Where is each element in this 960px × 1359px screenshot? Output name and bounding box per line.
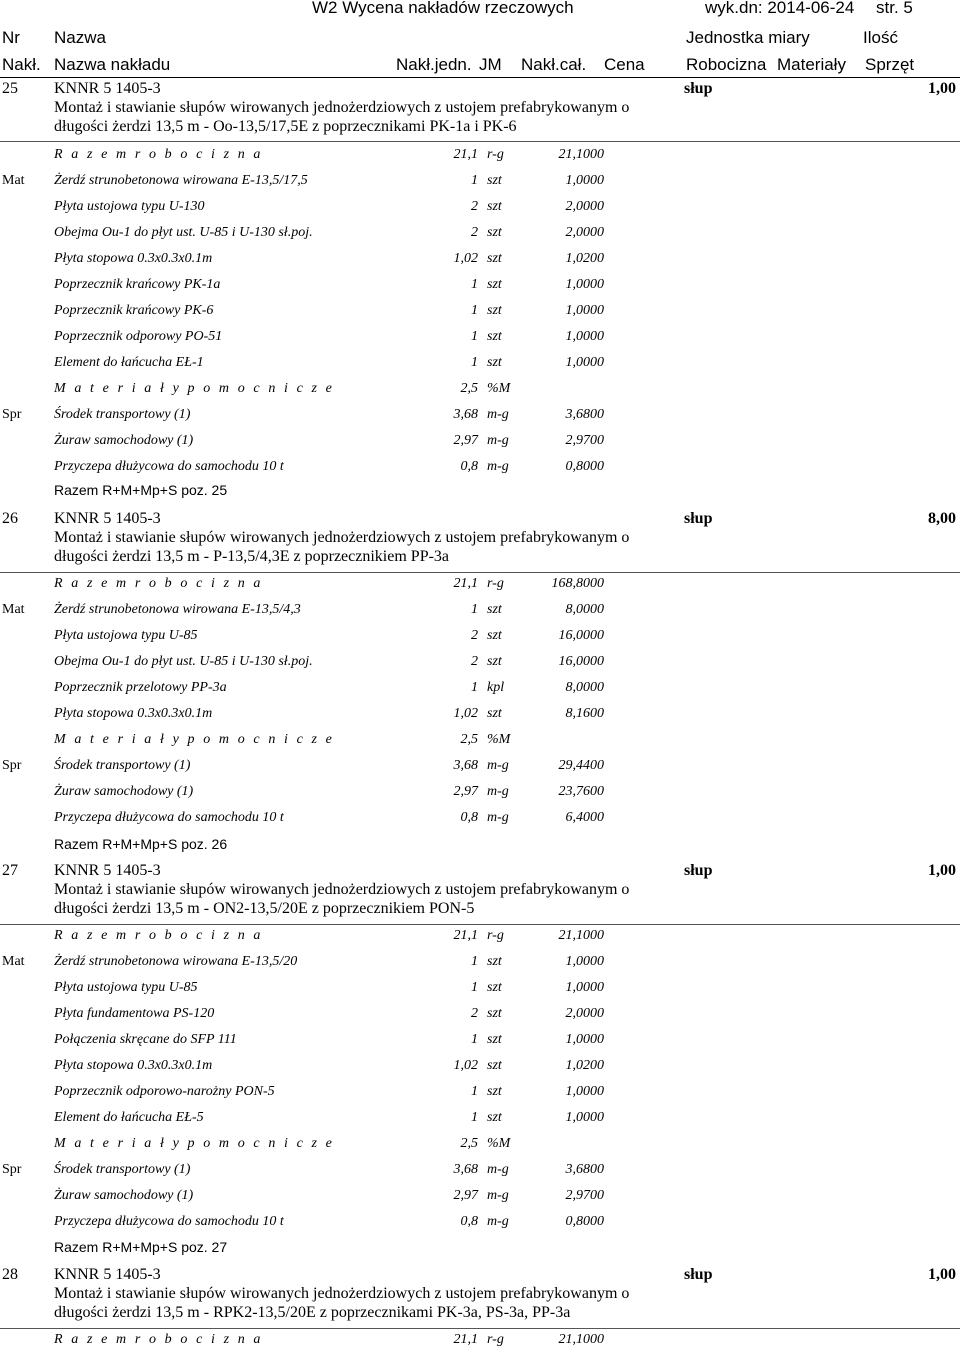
resource-jm: szt — [487, 199, 502, 214]
resource-jm: szt — [487, 251, 502, 266]
col-materials: Materiały — [777, 55, 846, 74]
position-quantity: 1,00 — [928, 80, 956, 97]
col-unit-norm: Nakł.jedn. — [396, 55, 472, 74]
resource-unit-norm: 2 — [471, 199, 478, 214]
resource-unit-norm: 21,1 — [453, 576, 478, 591]
col-nakl: Nakł. — [2, 55, 41, 74]
resource-name: Obejma Ou-1 do płyt ust. U-85 i U-130 sł.poj. — [54, 225, 313, 240]
resource-total-norm: 16,0000 — [558, 654, 604, 669]
resource-total-norm: 2,0000 — [565, 199, 604, 214]
resource-total-norm: 2,0000 — [565, 1006, 604, 1021]
position-separator — [0, 141, 960, 142]
resource-jm: szt — [487, 303, 502, 318]
resource-total-norm: 3,6800 — [565, 407, 604, 422]
position-description: długości żerdzi 13,5 m - P-13,5/4,3E z poprzecznikiem PP-3a — [54, 548, 450, 565]
resource-total-norm: 21,1000 — [558, 147, 604, 162]
position-code: KNNR 5 1405-3 — [54, 510, 161, 527]
resource-total-norm: 1,0000 — [565, 329, 604, 344]
col-unit: Jednostka miary — [686, 28, 810, 47]
resource-unit-norm: 2 — [471, 225, 478, 240]
resource-group-label: Spr — [2, 1162, 22, 1177]
resource-unit-norm: 1 — [471, 303, 478, 318]
resource-total-norm: 6,4000 — [565, 810, 604, 825]
position-summary: Razem R+M+Mp+S poz. 25 — [54, 482, 228, 498]
resource-unit-norm: 1,02 — [453, 1058, 478, 1073]
resource-name: Płyta stopowa 0.3x0.3x0.1m — [54, 251, 213, 266]
report-date: wyk.dn: 2014-06-24 — [705, 0, 855, 17]
resource-unit-norm: 0,8 — [460, 1214, 478, 1229]
position-description: długości żerdzi 13,5 m - Oo-13,5/17,5E z poprzecznikami PK-1a i PK-6 — [54, 118, 517, 135]
resource-jm: szt — [487, 1110, 502, 1125]
position-summary: Razem R+M+Mp+S poz. 26 — [54, 836, 228, 852]
resource-jm: %M — [487, 381, 511, 396]
resource-name: Poprzecznik przelotowy PP-3a — [54, 680, 227, 695]
position-quantity: 1,00 — [928, 1266, 956, 1283]
position-number: 26 — [2, 510, 18, 527]
resource-jm: szt — [487, 706, 502, 721]
resource-jm: m-g — [487, 758, 509, 773]
resource-unit-norm: 2,5 — [460, 732, 478, 747]
page-number: str. 5 — [876, 0, 913, 17]
resource-unit-norm: 2 — [471, 628, 478, 643]
position-summary: Razem R+M+Mp+S poz. 27 — [54, 1239, 228, 1255]
position-description: Montaż i stawianie słupów wirowanych jednożerdziowych z ustojem prefabrykowanym o — [54, 99, 630, 116]
resource-total-norm: 1,0200 — [565, 251, 604, 266]
position-quantity: 8,00 — [928, 510, 956, 527]
position-description: Montaż i stawianie słupów wirowanych jednożerdziowych z ustojem prefabrykowanym o — [54, 529, 630, 546]
resource-group-label: Mat — [2, 954, 25, 969]
resource-jm: r-g — [487, 928, 504, 943]
position-description: Montaż i stawianie słupów wirowanych jednożerdziowych z ustojem prefabrykowanym o — [54, 881, 630, 898]
resource-name: Żuraw samochodowy (1) — [54, 433, 194, 448]
resource-total-norm: 29,4400 — [558, 758, 604, 773]
resource-name: Płyta ustojowa typu U-130 — [54, 199, 205, 214]
resource-name: Płyta stopowa 0.3x0.3x0.1m — [54, 1058, 213, 1073]
resource-name: Obejma Ou-1 do płyt ust. U-85 i U-130 sł.poj. — [54, 654, 313, 669]
resource-name: Element do łańcucha EŁ-1 — [54, 355, 204, 370]
resource-unit-norm: 2 — [471, 1006, 478, 1021]
resource-total-norm: 1,0000 — [565, 1110, 604, 1125]
resource-jm: r-g — [487, 576, 504, 591]
col-name: Nazwa — [54, 28, 106, 47]
resource-total-norm: 2,0000 — [565, 225, 604, 240]
resource-total-norm: 8,0000 — [565, 602, 604, 617]
resource-name: Poprzecznik krańcowy PK-1a — [54, 277, 221, 292]
col-nr: Nr — [2, 28, 20, 47]
position-number: 27 — [2, 862, 18, 879]
col-price: Cena — [604, 55, 645, 74]
resource-name: Przyczepa dłużycowa do samochodu 10 t — [54, 459, 284, 474]
resource-unit-norm: 21,1 — [453, 928, 478, 943]
resource-unit-norm: 1 — [471, 954, 478, 969]
position-separator — [0, 924, 960, 925]
resource-unit-norm: 1 — [471, 680, 478, 695]
resource-jm: szt — [487, 628, 502, 643]
position-description: Montaż i stawianie słupów wirowanych jednożerdziowych z ustojem prefabrykowanym o — [54, 1285, 630, 1302]
resource-name: Połączenia skręcane do SFP 111 — [54, 1032, 237, 1047]
resource-total-norm: 1,0000 — [565, 980, 604, 995]
position-unit: słup — [684, 510, 713, 527]
position-code: KNNR 5 1405-3 — [54, 80, 161, 97]
resource-total-norm: 2,9700 — [565, 433, 604, 448]
resource-total-norm: 21,1000 — [558, 928, 604, 943]
resource-jm: szt — [487, 355, 502, 370]
position-separator — [0, 572, 960, 573]
subtotal-label: R a z e m r o b o c i z n a — [54, 576, 264, 591]
resource-unit-norm: 1 — [471, 1084, 478, 1099]
resource-unit-norm: 2,5 — [460, 381, 478, 396]
resource-jm: %M — [487, 1136, 511, 1151]
resource-jm: m-g — [487, 433, 509, 448]
resource-total-norm: 8,1600 — [565, 706, 604, 721]
resource-total-norm: 16,0000 — [558, 628, 604, 643]
resource-total-norm: 1,0200 — [565, 1058, 604, 1073]
resource-unit-norm: 1 — [471, 277, 478, 292]
resource-total-norm: 1,0000 — [565, 1032, 604, 1047]
resource-group-label: Mat — [2, 173, 25, 188]
resource-jm: m-g — [487, 810, 509, 825]
resource-unit-norm: 1,02 — [453, 706, 478, 721]
subtotal-label: R a z e m r o b o c i z n a — [54, 928, 264, 943]
resource-name: Żuraw samochodowy (1) — [54, 784, 194, 799]
resource-jm: m-g — [487, 1188, 509, 1203]
position-unit: słup — [684, 862, 713, 879]
resource-unit-norm: 1 — [471, 980, 478, 995]
resource-unit-norm: 21,1 — [453, 1332, 478, 1347]
resource-jm: m-g — [487, 407, 509, 422]
resource-total-norm: 21,1000 — [558, 1332, 604, 1347]
resource-name: Przyczepa dłużycowa do samochodu 10 t — [54, 810, 284, 825]
resource-unit-norm: 3,68 — [453, 1162, 478, 1177]
position-separator — [0, 1328, 960, 1329]
resource-name: Środek transportowy (1) — [54, 758, 191, 773]
col-jm: JM — [479, 55, 502, 74]
resource-name: Żerdź strunobetonowa wirowana E-13,5/20 — [54, 954, 298, 969]
resource-jm: kpl — [487, 680, 505, 695]
resource-unit-norm: 1 — [471, 355, 478, 370]
resource-total-norm: 1,0000 — [565, 954, 604, 969]
resource-unit-norm: 0,8 — [460, 459, 478, 474]
resource-name: Żerdź strunobetonowa wirowana E-13,5/17,5 — [54, 173, 308, 188]
header-rule — [0, 77, 960, 78]
resource-name: Płyta fundamentowa PS-120 — [54, 1006, 215, 1021]
resource-jm: m-g — [487, 1214, 509, 1229]
position-number: 28 — [2, 1266, 18, 1283]
resource-name: Środek transportowy (1) — [54, 1162, 191, 1177]
subtotal-label: R a z e m r o b o c i z n a — [54, 1332, 264, 1347]
resource-jm: m-g — [487, 784, 509, 799]
resource-jm: szt — [487, 1006, 502, 1021]
resource-jm: szt — [487, 954, 502, 969]
resource-total-norm: 1,0000 — [565, 277, 604, 292]
resource-unit-norm: 3,68 — [453, 407, 478, 422]
resource-name: Żerdź strunobetonowa wirowana E-13,5/4,3 — [54, 602, 301, 617]
resource-name: Płyta ustojowa typu U-85 — [54, 628, 198, 643]
resource-group-label: Mat — [2, 602, 25, 617]
resource-name: Element do łańcucha EŁ-5 — [54, 1110, 204, 1125]
subtotal-label: M a t e r i a ł y p o m o c n i c z e — [54, 732, 335, 747]
resource-unit-norm: 0,8 — [460, 810, 478, 825]
resource-name: Poprzecznik odporowo-narożny PON-5 — [54, 1084, 275, 1099]
subtotal-label: R a z e m r o b o c i z n a — [54, 147, 264, 162]
resource-jm: szt — [487, 602, 502, 617]
resource-unit-norm: 21,1 — [453, 147, 478, 162]
resource-total-norm: 168,8000 — [551, 576, 604, 591]
resource-jm: szt — [487, 225, 502, 240]
resource-total-norm: 8,0000 — [565, 680, 604, 695]
resource-group-label: Spr — [2, 407, 22, 422]
resource-jm: szt — [487, 173, 502, 188]
resource-jm: szt — [487, 277, 502, 292]
resource-name: Środek transportowy (1) — [54, 407, 191, 422]
resource-jm: szt — [487, 654, 502, 669]
resource-total-norm: 1,0000 — [565, 1084, 604, 1099]
resource-jm: szt — [487, 980, 502, 995]
position-number: 25 — [2, 80, 18, 97]
col-qty: Ilość — [863, 28, 898, 47]
resource-unit-norm: 2 — [471, 654, 478, 669]
subtotal-label: M a t e r i a ł y p o m o c n i c z e — [54, 381, 335, 396]
position-unit: słup — [684, 1266, 713, 1283]
resource-total-norm: 1,0000 — [565, 173, 604, 188]
resource-jm: m-g — [487, 1162, 509, 1177]
position-unit: słup — [684, 80, 713, 97]
resource-unit-norm: 2,5 — [460, 1136, 478, 1151]
resource-total-norm: 1,0000 — [565, 355, 604, 370]
resource-unit-norm: 2,97 — [453, 784, 478, 799]
resource-total-norm: 23,7600 — [558, 784, 604, 799]
resource-total-norm: 0,8000 — [565, 1214, 604, 1229]
resource-unit-norm: 3,68 — [453, 758, 478, 773]
position-code: KNNR 5 1405-3 — [54, 1266, 161, 1283]
position-code: KNNR 5 1405-3 — [54, 862, 161, 879]
resource-unit-norm: 1 — [471, 329, 478, 344]
resource-total-norm: 1,0000 — [565, 303, 604, 318]
resource-jm: szt — [487, 1058, 502, 1073]
col-total-norm: Nakł.cał. — [521, 55, 587, 74]
resource-unit-norm: 2,97 — [453, 1188, 478, 1203]
resource-name: Poprzecznik krańcowy PK-6 — [54, 303, 214, 318]
resource-total-norm: 2,9700 — [565, 1188, 604, 1203]
col-labor: Robocizna — [686, 55, 767, 74]
position-quantity: 1,00 — [928, 862, 956, 879]
resource-group-label: Spr — [2, 758, 22, 773]
resource-jm: szt — [487, 1032, 502, 1047]
resource-jm: m-g — [487, 459, 509, 474]
col-equipment: Sprzęt — [865, 55, 915, 74]
resource-name: Żuraw samochodowy (1) — [54, 1188, 194, 1203]
report-title: W2 Wycena nakładów rzeczowych — [312, 0, 574, 17]
resource-jm: szt — [487, 329, 502, 344]
resource-name: Płyta ustojowa typu U-85 — [54, 980, 198, 995]
resource-total-norm: 0,8000 — [565, 459, 604, 474]
resource-name: Płyta stopowa 0.3x0.3x0.1m — [54, 706, 213, 721]
resource-jm: r-g — [487, 147, 504, 162]
resource-name: Przyczepa dłużycowa do samochodu 10 t — [54, 1214, 284, 1229]
resource-jm: r-g — [487, 1332, 504, 1347]
resource-unit-norm: 1 — [471, 1110, 478, 1125]
resource-jm: %M — [487, 732, 511, 747]
resource-total-norm: 3,6800 — [565, 1162, 604, 1177]
resource-jm: szt — [487, 1084, 502, 1099]
resource-unit-norm: 1 — [471, 173, 478, 188]
position-description: długości żerdzi 13,5 m - RPK2-13,5/20E z poprzecznikami PK-3a, PS-3a, PP-3a — [54, 1304, 571, 1321]
resource-unit-norm: 1 — [471, 1032, 478, 1047]
resource-unit-norm: 1 — [471, 602, 478, 617]
position-description: długości żerdzi 13,5 m - ON2-13,5/20E z poprzecznikiem PON-5 — [54, 900, 475, 917]
resource-unit-norm: 2,97 — [453, 433, 478, 448]
col-resource-name: Nazwa nakładu — [54, 55, 171, 74]
subtotal-label: M a t e r i a ł y p o m o c n i c z e — [54, 1136, 335, 1151]
resource-unit-norm: 1,02 — [453, 251, 478, 266]
resource-name: Poprzecznik odporowy PO-51 — [54, 329, 223, 344]
